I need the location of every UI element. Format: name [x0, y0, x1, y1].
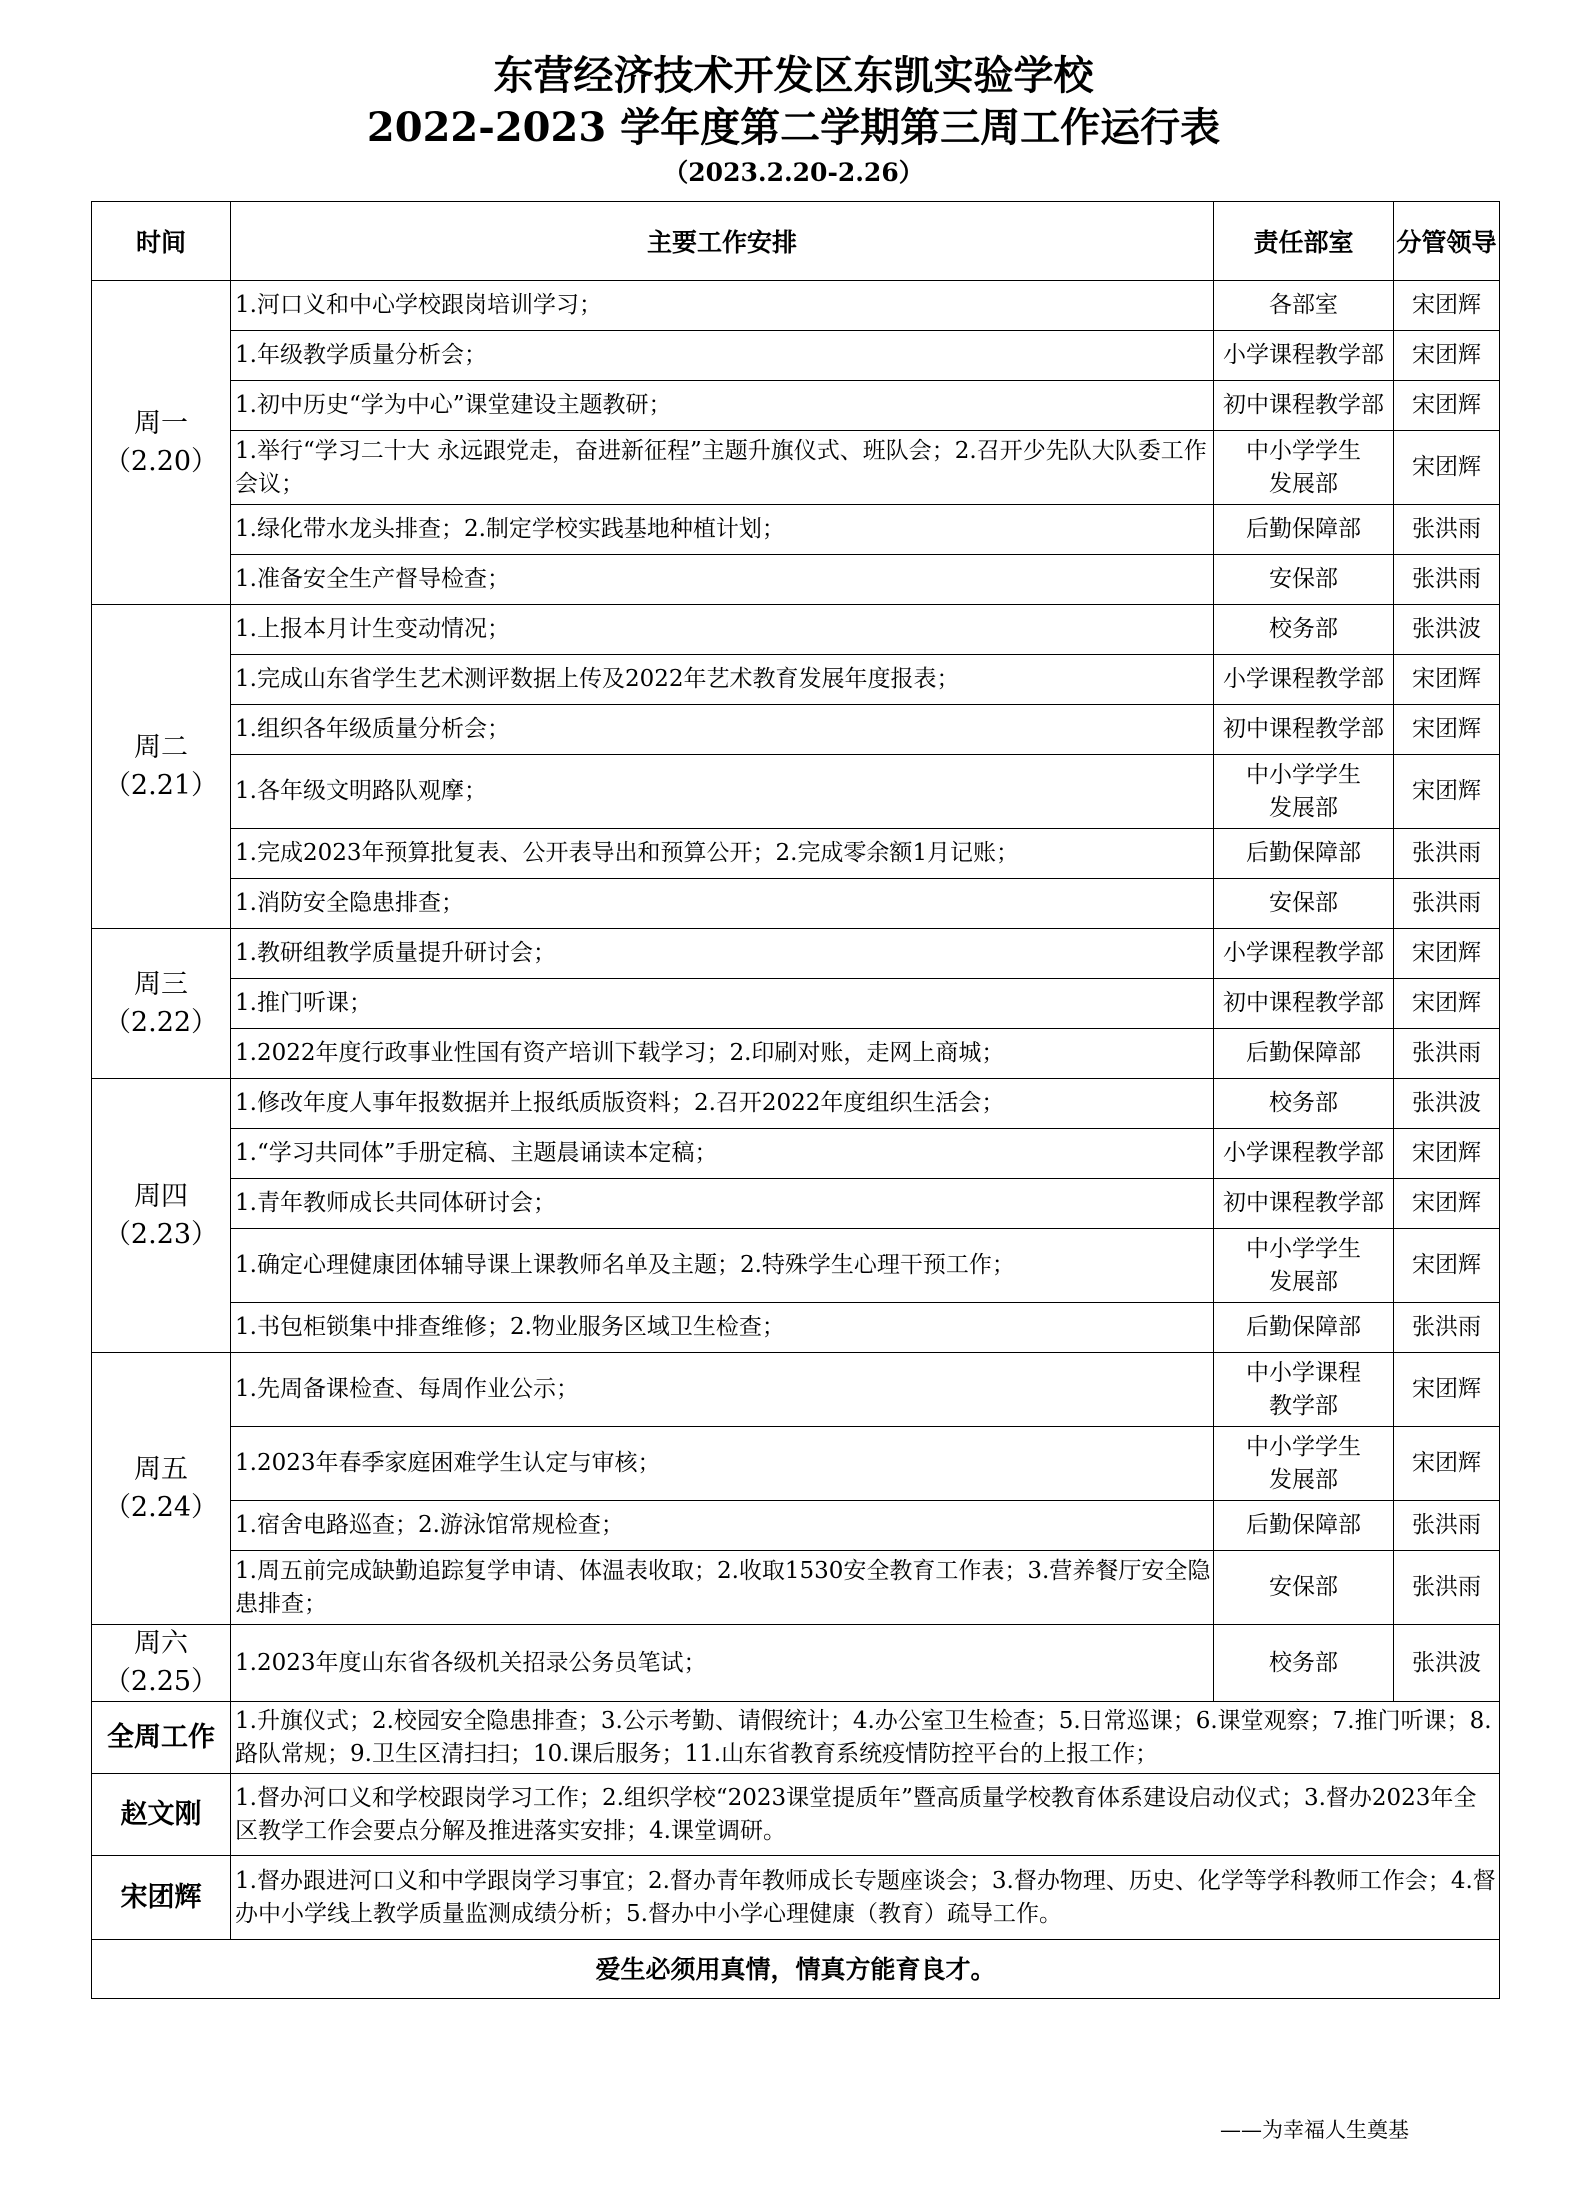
summary-text: 1.升旗仪式；2.校园安全隐患排查；3.公示考勤、请假统计；4.办公室卫生检查；5.日常巡课；6.课堂观察；7.推门听课；8.路队常规；9.卫生区清扫扫；10.课后服务；11.山东省教育系统疫情防控平台的上报工作； [231, 1702, 1500, 1774]
lead-cell: 张洪雨 [1394, 1303, 1500, 1353]
table-row [92, 1427, 1500, 1501]
summary-text: 1.督办跟进河口义和中学跟岗学习事宜；2.督办青年教师成长专题座谈会；3.督办物理、历史、化学等学科教师工作会；4.督办中小学线上教学质量监测成绩分析；5.督办中小学心理健康（教育）疏导工作。 [231, 1856, 1500, 1940]
lead-cell: 张洪波 [1394, 1079, 1500, 1129]
table-row [92, 1029, 1500, 1079]
summary-label: 赵文刚 [92, 1774, 231, 1856]
footer-slogan: ——为幸福人生奠基 [1220, 2118, 1409, 2142]
work-cell: 1.组织各年级质量分析会； [231, 705, 1214, 755]
work-cell: 1.年级教学质量分析会； [231, 331, 1214, 381]
work-cell: 1.举行“学习二十大 永远跟党走，奋进新征程”主题升旗仪式、班队会；2.召开少先队大队委工作会议； [231, 431, 1214, 505]
table-row [92, 505, 1500, 555]
lead-cell: 宋团辉 [1394, 1427, 1500, 1501]
summary-row [92, 1856, 1500, 1940]
dept-cell: 中小学学生 发展部 [1214, 1229, 1394, 1303]
summary-label: 宋团辉 [92, 1856, 231, 1940]
lead-cell: 宋团辉 [1394, 655, 1500, 705]
work-cell: 1.消防安全隐患排查； [231, 879, 1214, 929]
work-cell: 1.上报本月计生变动情况； [231, 605, 1214, 655]
day-date: （2.24） [103, 1491, 219, 1523]
motto-row [92, 1940, 1500, 1999]
work-cell: 1.2022年度行政事业性国有资产培训下载学习；2.印刷对账，走网上商城； [231, 1029, 1214, 1079]
motto: 爱生必须用真情，情真方能育良才。 [92, 1940, 1500, 1999]
dept-cell: 校务部 [1214, 1625, 1394, 1702]
table-row [92, 605, 1500, 655]
table-row [92, 281, 1500, 331]
lead-cell: 宋团辉 [1394, 331, 1500, 381]
table-row [92, 1303, 1500, 1353]
table-row [92, 1179, 1500, 1229]
table-row [92, 1129, 1500, 1179]
work-cell: 1.青年教师成长共同体研讨会； [231, 1179, 1214, 1229]
table-row [92, 1625, 1500, 1702]
dept-cell: 后勤保障部 [1214, 829, 1394, 879]
table-row [92, 829, 1500, 879]
work-cell: 1.“学习共同体”手册定稿、主题晨诵读本定稿； [231, 1129, 1214, 1179]
lead-cell: 宋团辉 [1394, 1353, 1500, 1427]
dept-cell: 初中课程教学部 [1214, 705, 1394, 755]
table-row [92, 431, 1500, 505]
lead-cell: 宋团辉 [1394, 381, 1500, 431]
lead-cell: 宋团辉 [1394, 705, 1500, 755]
table-row [92, 1229, 1500, 1303]
dept-cell: 小学课程教学部 [1214, 655, 1394, 705]
dept-cell: 中小学课程 教学部 [1214, 1353, 1394, 1427]
lead-cell: 张洪波 [1394, 1625, 1500, 1702]
document-subtitle: 2022-2023 学年度第二学期第三周工作运行表 [366, 104, 1221, 151]
dept-cell: 小学课程教学部 [1214, 1129, 1394, 1179]
work-cell: 1.准备安全生产督导检查； [231, 555, 1214, 605]
day-name: 周六 [134, 1628, 188, 1659]
work-cell: 1.2023年春季家庭困难学生认定与审核； [231, 1427, 1214, 1501]
day-cell [92, 1625, 231, 1702]
work-cell: 1.初中历史“学为中心”课堂建设主题教研； [231, 381, 1214, 431]
day-name: 周五 [134, 1453, 188, 1485]
table-row [92, 705, 1500, 755]
dept-cell: 初中课程教学部 [1214, 381, 1394, 431]
work-cell: 1.书包柜锁集中排查维修；2.物业服务区域卫生检查； [231, 1303, 1214, 1353]
table-row [92, 381, 1500, 431]
dept-cell: 后勤保障部 [1214, 505, 1394, 555]
work-cell: 1.推门听课； [231, 979, 1214, 1029]
dept-cell: 校务部 [1214, 605, 1394, 655]
dept-cell: 安保部 [1214, 555, 1394, 605]
lead-cell: 宋团辉 [1394, 281, 1500, 331]
dept-cell: 小学课程教学部 [1214, 929, 1394, 979]
day-name: 周一 [134, 407, 188, 439]
day-date: （2.23） [103, 1218, 219, 1250]
dept-cell: 安保部 [1214, 1551, 1394, 1625]
work-cell: 1.宿舍电路巡查；2.游泳馆常规检查； [231, 1501, 1214, 1551]
day-date: （2.20） [103, 445, 219, 477]
dept-cell: 中小学学生 发展部 [1214, 1427, 1394, 1501]
dept-cell: 各部室 [1214, 281, 1394, 331]
header-row [92, 202, 1500, 281]
schedule-body [92, 281, 1500, 1999]
day-cell [92, 1353, 231, 1625]
lead-cell: 张洪雨 [1394, 879, 1500, 929]
work-cell: 1.2023年度山东省各级机关招录公务员笔试； [231, 1625, 1214, 1702]
document-title: 东营经济技术开发区东凯实验学校 [493, 52, 1094, 99]
lead-cell: 张洪雨 [1394, 1501, 1500, 1551]
table-row [92, 1079, 1500, 1129]
table-row [92, 755, 1500, 829]
table-row [92, 555, 1500, 605]
day-date: （2.22） [103, 1006, 219, 1038]
summary-label: 全周工作 [92, 1702, 231, 1774]
day-cell [92, 605, 231, 929]
lead-cell: 宋团辉 [1394, 431, 1500, 505]
dept-cell: 后勤保障部 [1214, 1029, 1394, 1079]
dept-cell: 后勤保障部 [1214, 1303, 1394, 1353]
col-header-time: 时间 [92, 202, 231, 281]
schedule-table [91, 201, 1500, 1999]
work-cell: 1.绿化带水龙头排查；2.制定学校实践基地种植计划； [231, 505, 1214, 555]
table-row [92, 1501, 1500, 1551]
table-row [92, 655, 1500, 705]
dept-cell: 中小学学生 发展部 [1214, 755, 1394, 829]
work-cell: 1.确定心理健康团体辅导课上课教师名单及主题；2.特殊学生心理干预工作； [231, 1229, 1214, 1303]
dept-cell: 安保部 [1214, 879, 1394, 929]
day-name: 周二 [134, 731, 188, 763]
work-cell: 1.完成2023年预算批复表、公开表导出和预算公开；2.完成零余额1月记账； [231, 829, 1214, 879]
day-cell [92, 281, 231, 605]
lead-cell: 宋团辉 [1394, 1179, 1500, 1229]
summary-row [92, 1702, 1500, 1774]
dept-cell: 后勤保障部 [1214, 1501, 1394, 1551]
lead-cell: 张洪雨 [1394, 1551, 1500, 1625]
summary-text: 1.督办河口义和学校跟岗学习工作；2.组织学校“2023课堂提质年”暨高质量学校教育体系建设启动仪式；3.督办2023年全区教学工作会要点分解及推进落实安排；4.课堂调研。 [231, 1774, 1500, 1856]
table-row [92, 879, 1500, 929]
work-cell: 1.周五前完成缺勤追踪复学申请、体温表收取；2.收取1530安全教育工作表；3.营养餐厅安全隐患排查； [231, 1551, 1214, 1625]
summary-row [92, 1774, 1500, 1856]
work-cell: 1.教研组教学质量提升研讨会； [231, 929, 1214, 979]
col-header-dept: 责任部室 [1214, 202, 1394, 281]
table-row [92, 929, 1500, 979]
table-row [92, 1551, 1500, 1625]
lead-cell: 张洪雨 [1394, 829, 1500, 879]
dept-cell: 初中课程教学部 [1214, 979, 1394, 1029]
work-cell: 1.河口义和中心学校跟岗培训学习； [231, 281, 1214, 331]
dept-cell: 校务部 [1214, 1079, 1394, 1129]
lead-cell: 张洪波 [1394, 605, 1500, 655]
day-date: （2.21） [103, 769, 219, 801]
lead-cell: 宋团辉 [1394, 755, 1500, 829]
work-cell: 1.修改年度人事年报数据并上报纸质版资料；2.召开2022年度组织生活会； [231, 1079, 1214, 1129]
day-cell [92, 1079, 231, 1353]
lead-cell: 张洪雨 [1394, 505, 1500, 555]
date-range: （2023.2.20-2.26） [663, 158, 924, 187]
lead-cell: 宋团辉 [1394, 929, 1500, 979]
dept-cell: 中小学学生 发展部 [1214, 431, 1394, 505]
dept-cell: 小学课程教学部 [1214, 331, 1394, 381]
work-cell: 1.完成山东省学生艺术测评数据上传及2022年艺术教育发展年度报表； [231, 655, 1214, 705]
day-cell [92, 929, 231, 1079]
dept-cell: 初中课程教学部 [1214, 1179, 1394, 1229]
day-name: 周三 [134, 968, 188, 1000]
col-header-work: 主要工作安排 [231, 202, 1214, 281]
lead-cell: 宋团辉 [1394, 1129, 1500, 1179]
day-name: 周四 [134, 1180, 188, 1212]
col-header-lead: 分管领导 [1394, 202, 1500, 281]
lead-cell: 张洪雨 [1394, 1029, 1500, 1079]
lead-cell: 张洪雨 [1394, 555, 1500, 605]
lead-cell: 宋团辉 [1394, 979, 1500, 1029]
table-row [92, 331, 1500, 381]
table-row [92, 979, 1500, 1029]
work-cell: 1.先周备课检查、每周作业公示； [231, 1353, 1214, 1427]
work-cell: 1.各年级文明路队观摩； [231, 755, 1214, 829]
table-row [92, 1353, 1500, 1427]
day-date: （2.25） [103, 1666, 219, 1697]
lead-cell: 宋团辉 [1394, 1229, 1500, 1303]
